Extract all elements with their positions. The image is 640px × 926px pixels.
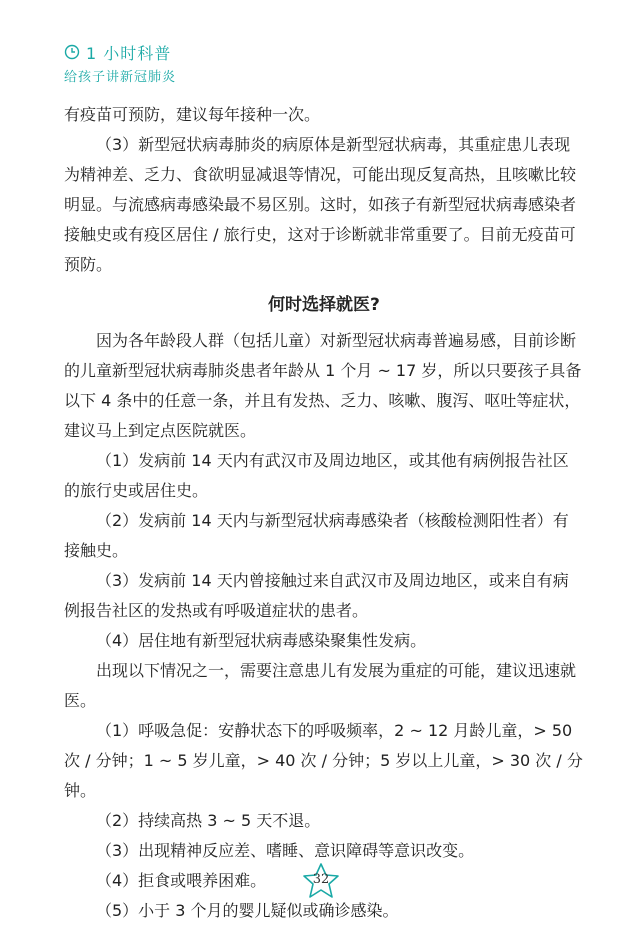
list-item: （1）发病前 14 天内有武汉市及周边地区，或其他有病例报告社区的旅行史或居住史。 — [64, 451, 569, 500]
page-number-badge — [301, 862, 341, 900]
list-item: （3）发病前 14 天内曾接触过来自武汉市及周边地区，或来自有病例报告社区的发热或有呼吸道症状的患者。 — [64, 571, 569, 620]
page-number: 32 — [312, 872, 330, 887]
list-item: （4）居住地有新型冠状病毒感染聚集性发病。 — [96, 631, 427, 650]
list-item: （4）拒食或喂养困难。 — [96, 871, 267, 890]
paragraph: 因为各年龄段人群（包括儿童）对新型冠状病毒普遍易感，目前诊断的儿童新型冠状病毒肺炎患者年龄从 1 个月 ~ 17 岁，所以只要孩子具备以下 4 条中的任意一条，并且有发热、乏力、咳嗽、腹泻、呕吐等症状，建议马上到定点医院就医。 — [64, 331, 582, 440]
series-title: 1 小时科普 — [86, 43, 172, 63]
running-header — [64, 42, 176, 85]
list-item: （2）持续高热 3 ~ 5 天不退。 — [96, 811, 321, 830]
paragraph: 出现以下情况之一，需要注意患儿有发展为重症的可能，建议迅速就医。 — [64, 661, 577, 710]
list-item: （5）小于 3 个月的婴儿疑似或确诊感染。 — [96, 901, 399, 920]
list-item: （3）出现精神反应差、嗜睡、意识障碍等意识改变。 — [96, 841, 475, 860]
paragraph: （3）新型冠状病毒肺炎的病原体是新型冠状病毒，其重症患儿表现为精神差、乏力、食欲明显减退等情况，可能出现反复高热，且咳嗽比较明显。与流感病毒感染最不易区别。这时，如孩子有新型冠状病毒感染者接触史或有疫区居住 / 旅行史，这对于诊断就非常重要了。目前无疫苗可预防。 — [64, 135, 577, 274]
list-item: （1）呼吸急促：安静状态下的呼吸频率，2 ~ 12 月龄儿童，> 50 次 / 分钟；1 ~ 5 岁儿童，> 40 次 / 分钟；5 岁以上儿童，> 30 次 / 分钟。 — [64, 721, 583, 800]
section-heading: 何时选择就医? — [268, 295, 380, 315]
page-body — [64, 100, 584, 926]
clock-icon — [64, 44, 80, 60]
list-item: （2）发病前 14 天内与新型冠状病毒感染者（核酸检测阳性者）有接触史。 — [64, 511, 569, 560]
paragraph: 有疫苗可预防，建议每年接种一次。 — [64, 105, 321, 124]
book-subtitle: 给孩子讲新冠肺炎 — [64, 70, 177, 85]
